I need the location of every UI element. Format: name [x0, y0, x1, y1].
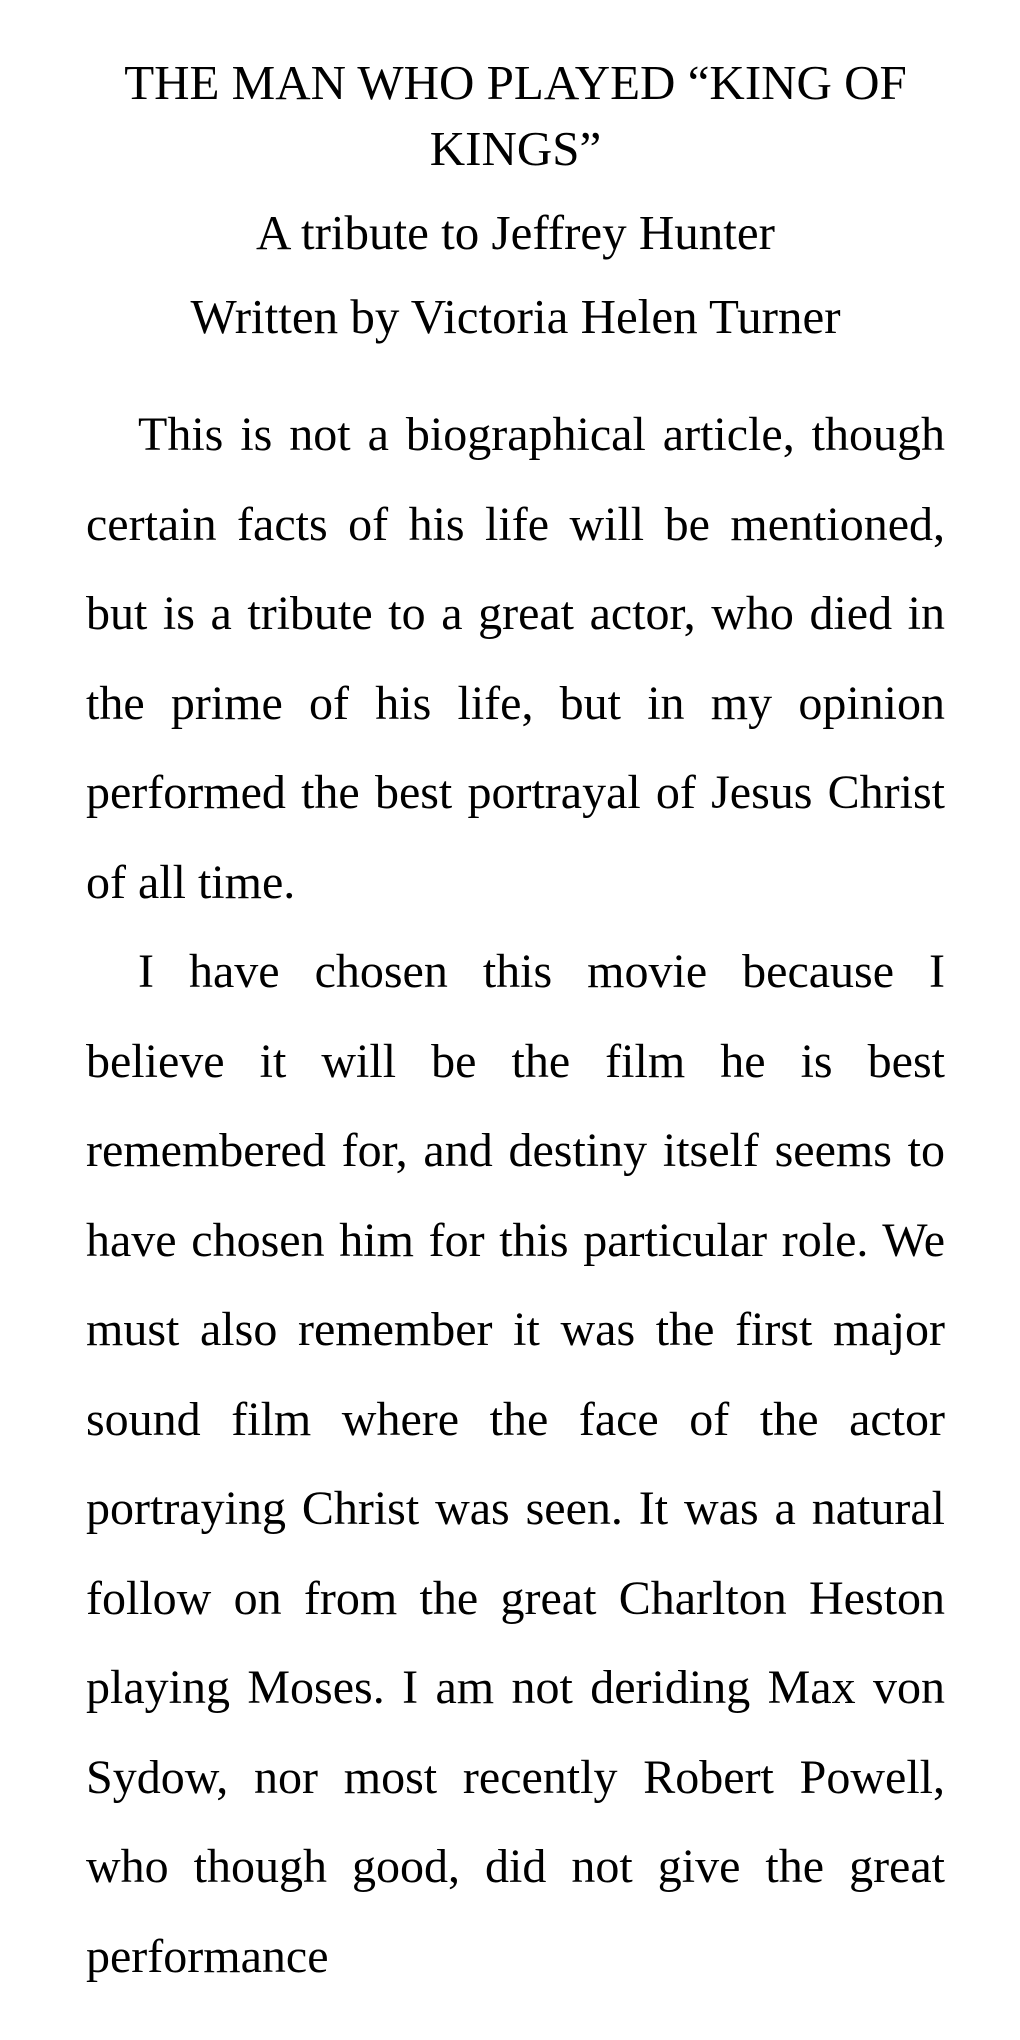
document-body	[86, 390, 945, 2001]
document-title: THE MAN WHO PLAYED “KING OF KINGS”	[124, 55, 907, 176]
body-paragraph-1: This is not a biographical article, though certain facts of his life will be mentioned, but is a tribute to a great actor, who died in the prime of his life, but in my opinion performed the best portrayal of Jesus Christ of all time.	[86, 408, 945, 909]
document-header	[86, 50, 945, 348]
document-byline: Written by Victoria Helen Turner	[190, 289, 841, 344]
body-paragraph-2: I have chosen this movie because I believe it will be the film he is best remembered for, and destiny itself seems to have chosen him for this particular role. We must also remember it was the first major sound film where the face of the actor portraying Christ was seen. It was a natural follow on from the great Charlton Heston playing Moses. I am not deriding Max von Sydow, nor most recently Robert Powell, who though good, did not give the great performance	[86, 945, 945, 1983]
document-subtitle: A tribute to Jeffrey Hunter	[256, 205, 775, 260]
